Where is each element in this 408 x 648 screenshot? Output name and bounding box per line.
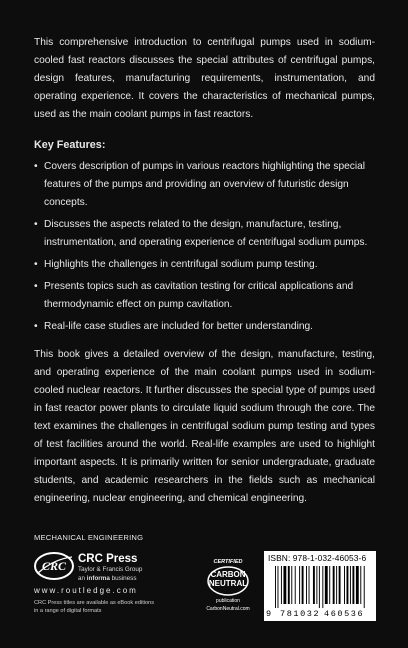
- barcode-icon: [267, 566, 373, 608]
- bullet-icon: •: [34, 281, 38, 292]
- bullet-icon: •: [34, 161, 38, 172]
- feature-item: • Highlights the challenges in centrifugal sodium pump testing.: [34, 256, 375, 274]
- feature-item: • Discusses the aspects related to the design, manufacture, testing, instrumentation, and operating experience of centrifugal sodium pumps.: [34, 216, 375, 252]
- publisher-url[interactable]: www.routledge.com: [34, 586, 138, 595]
- feature-item: • Real-life case studies are included for better understanding.: [34, 318, 375, 336]
- description-paragraph: This book gives a detailed overview of the design, manufacture, testing, and operating experience of the main coolant pumps used in sodium-cooled nuclear reactors. It further discusses the special type of pumps used in fast reactor power plants to circulate liquid sodium through the core. The text examines the challenges in centrifugal sodium pump testing and types of test facilities around the world. Real-life examples are used to highlight important aspects. It is primarily written for senior undergraduate, graduate students, and academic researchers in the fields such as mechanical engineering, nuclear engineering, and chemical engineering.: [34, 349, 375, 504]
- crc-logo-icon: [34, 551, 76, 581]
- publisher-group: Taylor & Francis Group: [78, 566, 143, 573]
- bullet-icon: •: [34, 219, 38, 230]
- feature-item: • Covers description of pumps in various reactors highlighting the special features of the pumps and providing an overview of futuristic design concepts.: [34, 158, 375, 212]
- key-features-title: Key Features:: [34, 139, 106, 151]
- feature-item: • Presents topics such as cavitation testing for critical applications and thermodynamic effect on pump cavitation.: [34, 278, 375, 314]
- carbon-neutral-badge: CERTIFIED CARBON NEUTRAL publication CarbonNeutral.com: [199, 551, 257, 621]
- key-features-list: [34, 158, 375, 336]
- publisher-name: CRC Press: [78, 553, 138, 565]
- isbn-label: ISBN: 978-1-032-46053-6: [268, 553, 367, 563]
- intro-paragraph: This comprehensive introduction to centrifugal pumps used in sodium-cooled fast reactors discusses the special attributes of centrifugal pumps, design features, manufacturing requirements, instrumentation, and operating experience. It covers the characteristics of mechanical pumps, used as the main coolant pumps in fast reactors.: [34, 37, 375, 120]
- ebook-note: CRC Press titles are available as eBook editions in a range of digital formats: [34, 600, 155, 614]
- isbn-barcode-block: ISBN: 978-1-032-46053-6 9 781032 460536: [264, 551, 376, 621]
- back-cover-text: [34, 34, 375, 508]
- bullet-icon: •: [34, 321, 38, 332]
- publisher-business: an informa business: [78, 575, 137, 582]
- bullet-icon: •: [34, 259, 38, 270]
- subject-category: MECHANICAL ENGINEERING: [34, 533, 144, 542]
- publisher-block: [34, 551, 224, 621]
- svg-text:CRC: CRC: [41, 559, 67, 573]
